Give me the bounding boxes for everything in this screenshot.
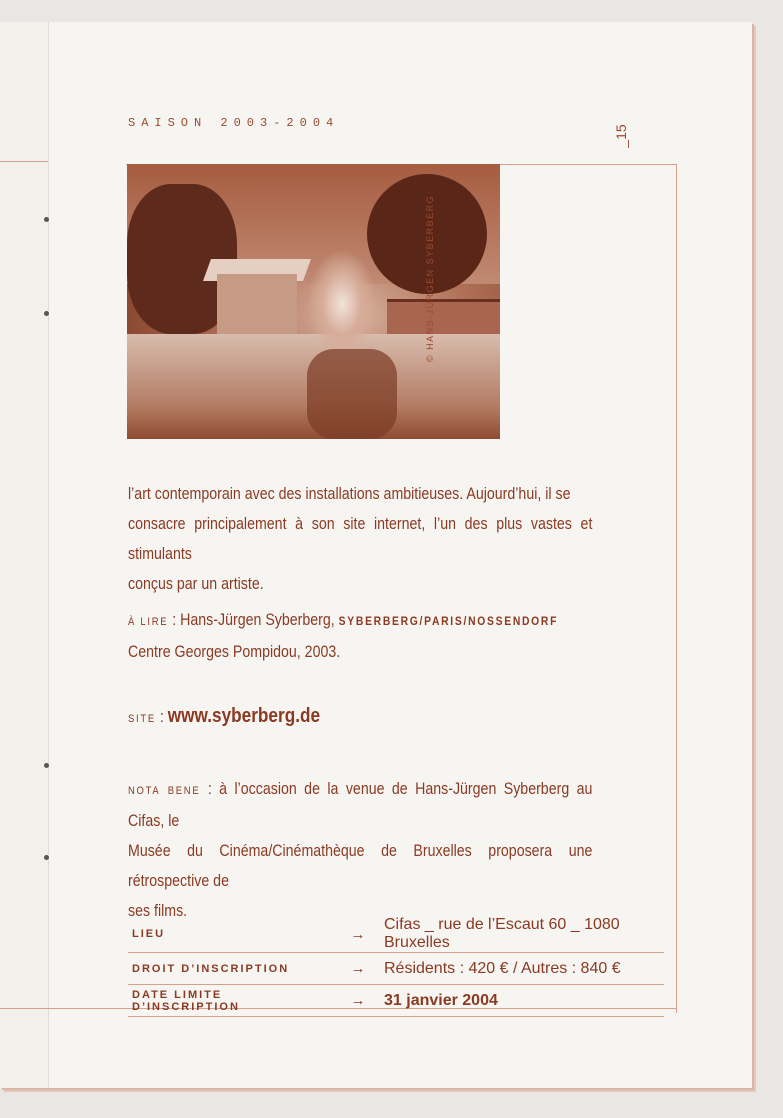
text-line: Musée du Cinéma/Cinémathèque de Bruxelles proposera une rétrospective de [128, 842, 593, 890]
reading-reference: À LIRE : Hans-Jürgen Syberberg, SYBERBERG/PARIS/NOSSENDORF Centre Georges Pompidou, 2003. [128, 605, 592, 667]
text-line: consacre principalement à son site internet, l’un des plus vastes et stimulants [128, 515, 593, 563]
website-reference: SITE : www.syberberg.de [128, 705, 321, 727]
staple [44, 311, 49, 316]
paragraph-intro [128, 479, 592, 599]
arrow-icon: → [336, 953, 380, 985]
row-label: DROIT D’INSCRIPTION [128, 953, 336, 985]
row-value: Cifas _ rue de l’Escaut 60 _ 1080 Bruxelles [380, 916, 664, 953]
page-number: _15 [613, 124, 629, 148]
arrow-icon: → [336, 985, 380, 1017]
text-line: ses films. [128, 902, 188, 920]
table-row [128, 916, 664, 953]
photo-credit: © HANS-JÜRGEN SYBERBERG [425, 194, 435, 362]
staple [44, 855, 49, 860]
divider [0, 161, 48, 162]
book-publisher: Centre Georges Pompidou, 2003. [128, 643, 341, 661]
row-label: LIEU [128, 916, 336, 953]
nota-bene-label: NOTA BENE [128, 785, 201, 797]
staple [44, 217, 49, 222]
text-line: : à l’occasion de la venue de Hans-Jürgen Syberberg au Cifas, le [128, 780, 593, 830]
artist-photo [127, 164, 500, 439]
season-header: SAISON 2003-2004 [128, 116, 340, 130]
text-line: l’art contemporain avec des installations ambitieuses. Aujourd’hui, il se [128, 485, 571, 503]
row-label: DATE LIMITE D’INSCRIPTION [128, 985, 336, 1017]
book-title: SYBERBERG/PARIS/NOSSENDORF [338, 614, 559, 628]
staple [44, 763, 49, 768]
a-lire-label: À LIRE [128, 616, 169, 628]
text-line: conçus par un artiste. [128, 575, 264, 593]
nota-bene [128, 774, 592, 926]
binding-spine [0, 22, 49, 1088]
row-value: Résidents : 420 € / Autres : 840 € [380, 953, 664, 985]
table-row [128, 953, 664, 985]
book-author: Hans-Jürgen Syberberg, [180, 611, 335, 629]
arrow-icon: → [336, 916, 380, 953]
registration-info-table [128, 916, 664, 1017]
table-row [128, 985, 664, 1017]
site-label: SITE [128, 713, 156, 725]
row-value: 31 janvier 2004 [380, 985, 664, 1017]
page-sheet [0, 22, 752, 1088]
website-link[interactable]: www.syberberg.de [167, 705, 321, 727]
